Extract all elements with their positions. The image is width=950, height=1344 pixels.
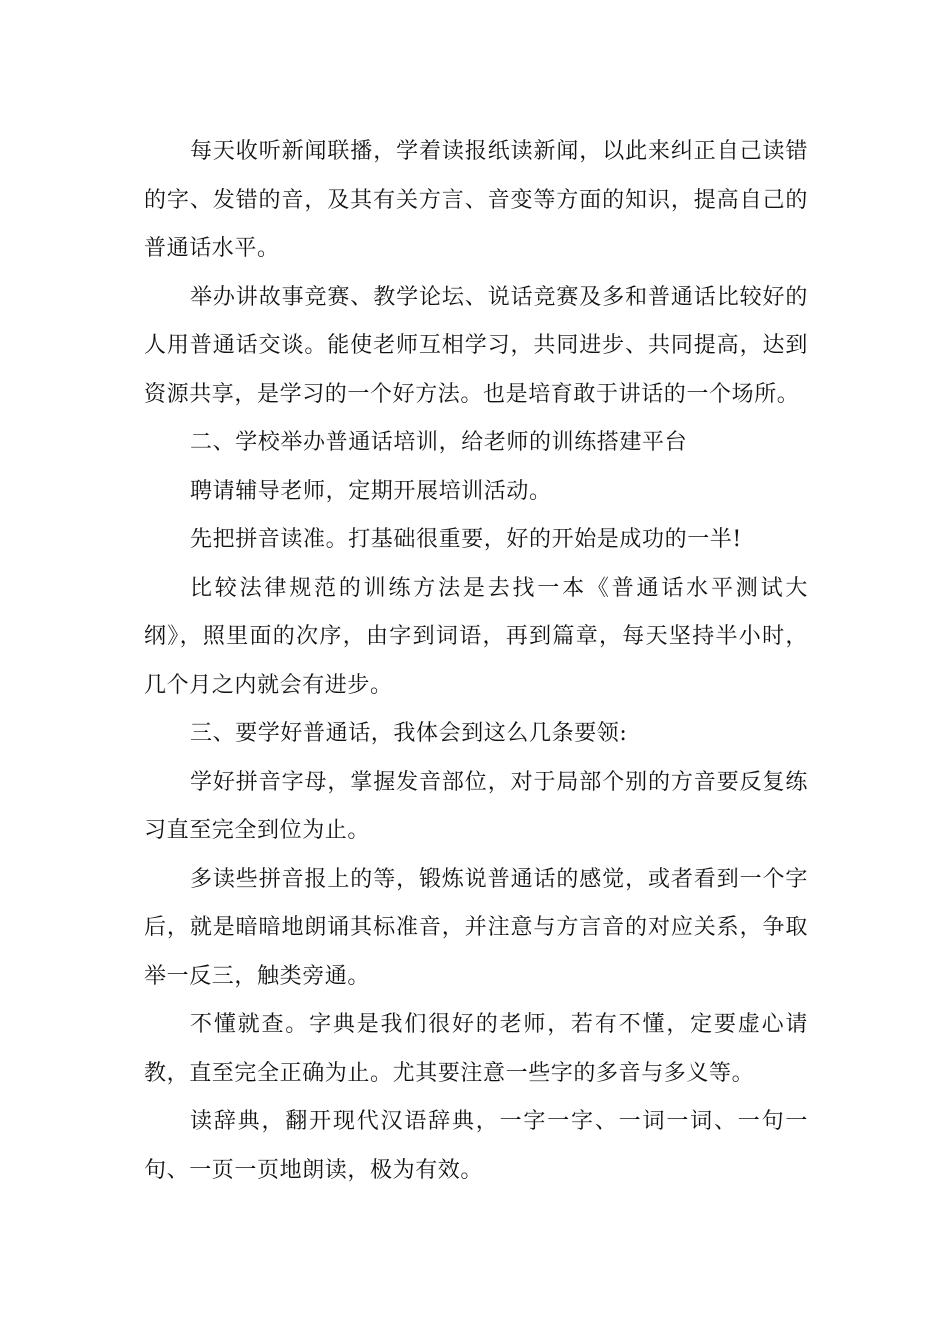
paragraph: 学好拼音字母，掌握发音部位，对于局部个别的方音要反复练习直至完全到位为止。 bbox=[144, 769, 808, 843]
paragraph: 比较法律规范的训练方法是去找一本《普通话水平测试大纲》，照里面的次序，由字到词语，再到篇章，每天坚持半小时，几个月之内就会有进步。 bbox=[144, 575, 808, 698]
paragraph: 不懂就查。字典是我们很好的老师，若有不懂，定要虚心请教，直至完全正确为止。尤其要注意一些字的多音与多义等。 bbox=[144, 1012, 808, 1086]
paragraph: 先把拼音读准。打基础很重要，好的开始是成功的一半! bbox=[190, 527, 742, 552]
paragraph: 每天收听新闻联播，学着读报纸读新闻，以此来纠正自己读错的字、发错的音，及其有关方言、音变等方面的知识，提高自己的普通话水平。 bbox=[144, 139, 808, 261]
section-heading: 二、学校举办普通话培训，给老师的训练搭建平台 bbox=[190, 430, 688, 455]
paragraph: 读辞典，翻开现代汉语辞典，一字一字、一词一词、一句一句、一页一页地朗读，极为有效。 bbox=[144, 1109, 808, 1183]
paragraph: 举办讲故事竞赛、教学论坛、说话竞赛及多和普通话比较好的人用普通话交谈。能使老师互相学习，共同进步、共同提高，达到资源共享，是学习的一个好方法。也是培育敢于讲话的一个场所。 bbox=[144, 284, 808, 407]
paragraph: 多读些拼音报上的等，锻炼说普通话的感觉，或者看到一个字后，就是暗暗地朗诵其标准音，并注意与方言音的对应关系，争取举一反三，触类旁通。 bbox=[144, 866, 808, 989]
document-body bbox=[144, 128, 808, 1195]
section-heading: 三、要学好普通话，我体会到这么几条要领: bbox=[190, 721, 628, 746]
paragraph: 聘请辅导老师，定期开展培训活动。 bbox=[190, 478, 552, 504]
